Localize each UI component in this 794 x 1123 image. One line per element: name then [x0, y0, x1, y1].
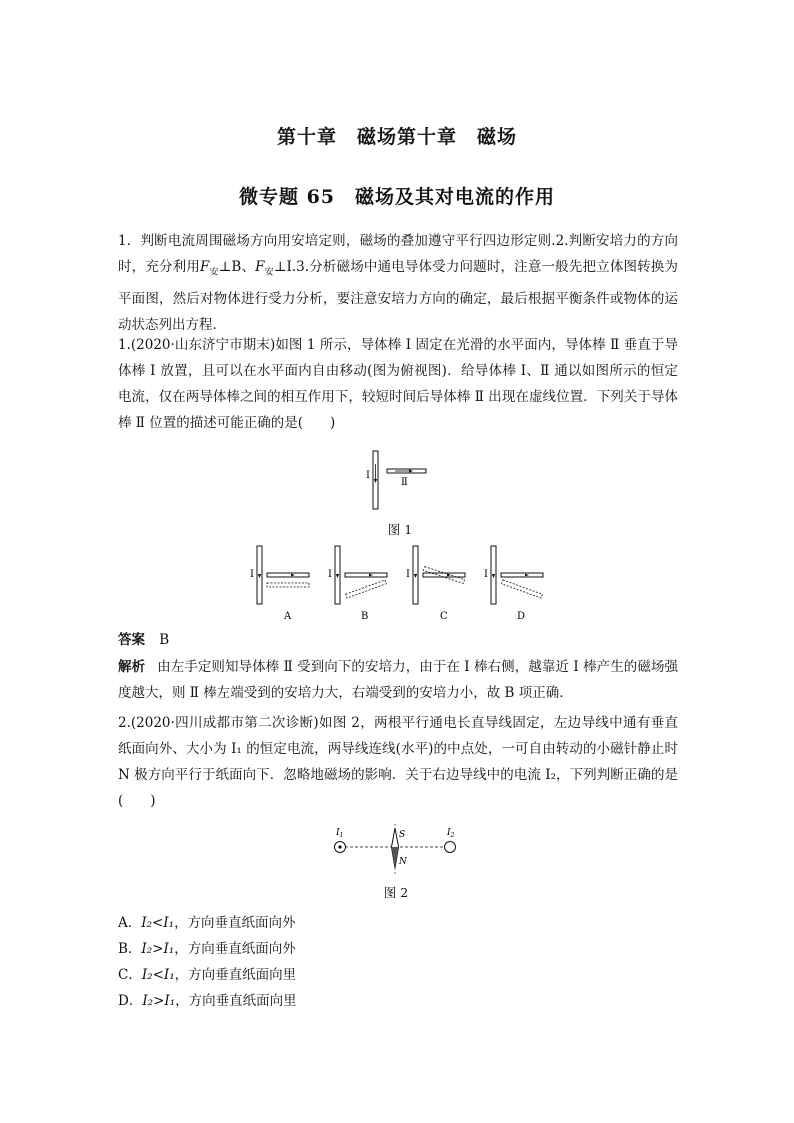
q2-stem: 2.(2020·四川成都市第二次诊断)如图 2，两根平行通电长直导线固定，左边导线中通有垂直纸面向外、大小为 I₁ 的恒定电流，两导线连线(水平)的中点处，一可自由转动的小磁针静止时 N 极方向平行于纸面向下．忽略地磁场的影响．关于右边导线中的电流 I₂，下列判断正确的是( ) — [118, 715, 678, 809]
option-a-direction: ，方向垂直纸面向外 — [174, 915, 296, 931]
answer-label: 答案 — [118, 632, 145, 648]
intro-f-1: F — [199, 259, 210, 275]
option-d-relation: I₂>I₁ — [142, 993, 176, 1009]
option-c-diagram — [406, 546, 465, 622]
chapter-title: 第十章 磁场第十章 磁场 — [276, 126, 517, 148]
fig1-label-ii: Ⅱ — [401, 477, 408, 488]
option-b-letter: B． — [118, 941, 142, 957]
option-c-letter: C． — [118, 967, 142, 983]
figure-2 — [326, 822, 466, 878]
q2-option-b[interactable] — [118, 939, 296, 959]
option-c-label: C — [440, 611, 448, 622]
option-d-diagram — [484, 546, 543, 622]
svg-text:Ⅰ: Ⅰ — [484, 569, 488, 580]
fig2-needle-n-half — [392, 847, 399, 868]
svg-text:Ⅰ: Ⅰ — [250, 569, 254, 580]
fig2-label-i2: $I_2$ — [447, 828, 455, 839]
fig2-label-s: S — [399, 830, 406, 840]
option-b-relation: I₂>I₁ — [141, 941, 175, 957]
answer-value: B — [159, 632, 170, 648]
option-b-direction: ，方向垂直纸面向外 — [174, 941, 296, 957]
option-d-direction: ，方向垂直纸面向里 — [175, 993, 297, 1009]
fig2-wire-2 — [445, 842, 456, 853]
q1-options-figure — [240, 543, 560, 623]
intro-text-1: 1．判断电流周围磁场方向用安培定则，磁场的叠加遵守平行四边形定则.2.判断安培力的方向时，充分利用 — [118, 233, 678, 275]
analysis-label: 解析 — [118, 659, 146, 675]
q2-option-a[interactable] — [118, 913, 296, 933]
option-a-letter: A． — [118, 915, 142, 931]
option-d-label: D — [517, 611, 526, 622]
intro-sub-2: 安 — [264, 267, 274, 278]
intro-text-2: .3.分析磁场中通电导体受力问题时，注意一般先把立体图转换为平面图，然后对物体进行受力分析，要注意安培力方向的确定，最后根据平衡条件或物体的运动状态列出方程． — [118, 259, 678, 333]
intro-perp-b: ⊥B、 — [218, 259, 256, 275]
svg-text:Ⅰ: Ⅰ — [328, 569, 332, 580]
intro-sub-1: 安 — [209, 267, 219, 278]
svg-text:Ⅰ: Ⅰ — [406, 569, 410, 580]
option-a-label: A — [284, 611, 292, 622]
q1-answer-line — [118, 630, 169, 650]
option-c-direction: ，方向垂直纸面向里 — [174, 967, 297, 983]
fig2-caption: 图 2 — [383, 885, 409, 900]
option-c-relation: I₂<I₁ — [141, 967, 175, 983]
fig2-label-n: N — [399, 857, 407, 867]
option-b-diagram — [328, 546, 387, 622]
q1-stem: 1.(2020·山东济宁市期末)如图 1 所示，导体棒 Ⅰ 固定在光滑的水平面内，导体棒 Ⅱ 垂直于导体棒 Ⅰ 放置，且可以在水平面内自由移动(图为俯视图)．给导体棒 Ⅰ、Ⅱ 通以如图所示的恒定电流，仅在两导体棒之间的相互作用下，较短时间后导体棒 Ⅱ 出现在虚线位置．下列关于导体棒 Ⅱ 位置的描述可能正确的是( ) — [118, 337, 678, 431]
intro-paragraph — [118, 228, 678, 338]
intro-perp-i: ⊥I — [273, 259, 292, 275]
fig1-label-i: Ⅰ — [366, 470, 370, 481]
q1-analysis — [118, 654, 678, 706]
option-d-letter: D． — [118, 993, 143, 1009]
topic-title: 微专题 65 磁场及其对电流的作用 — [238, 186, 556, 208]
q2-option-c[interactable] — [118, 965, 296, 985]
fig1-caption: 图 1 — [387, 522, 413, 537]
intro-f-2: F — [255, 259, 265, 275]
fig2-label-i1: $I_1$ — [336, 828, 344, 839]
analysis-text: 由左手定则知导体棒 Ⅱ 受到向下的安培力，由于在 Ⅰ 棒右侧，越靠近 Ⅰ 棒产生的磁场强度越大，则 Ⅱ 棒左端受到的安培力大，右端受到的安培力小，故 B 项正确． — [118, 659, 679, 701]
option-b-label: B — [361, 611, 369, 622]
figure-1 — [360, 448, 440, 512]
fig2-wire-1-dot — [338, 845, 341, 848]
q2-option-d[interactable] — [118, 991, 297, 1011]
option-a-relation: I₂<I₁ — [141, 915, 175, 931]
option-a-diagram — [250, 546, 309, 622]
